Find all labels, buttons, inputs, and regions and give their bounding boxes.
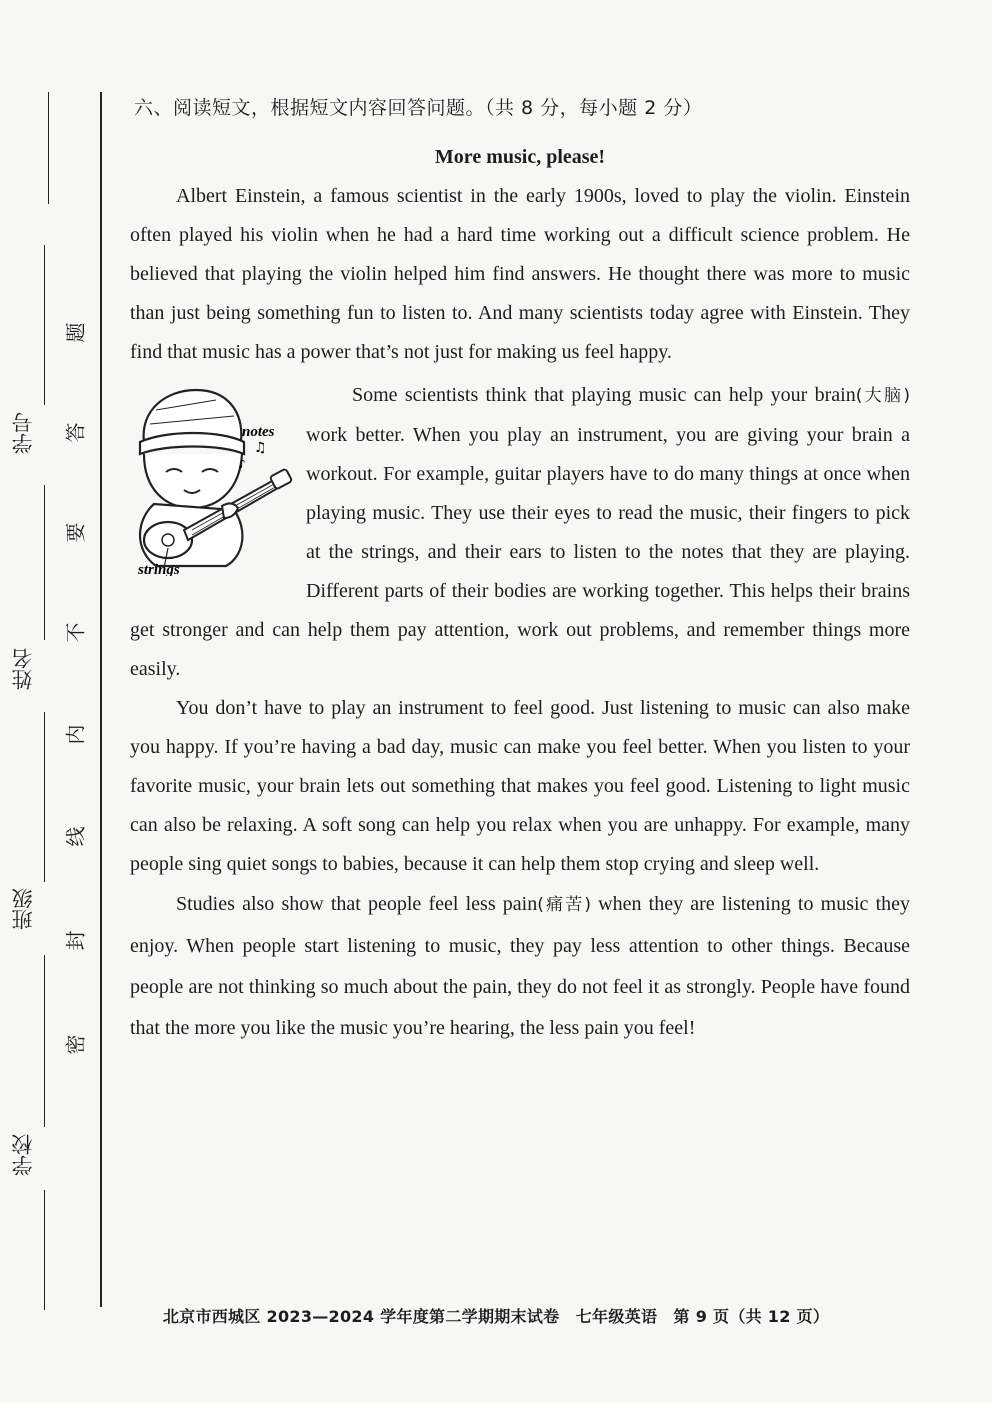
name-line [44, 485, 45, 640]
class-line [44, 712, 45, 882]
seal-char: 不 [63, 622, 88, 643]
svg-text:♪: ♪ [238, 457, 246, 471]
paragraph-2-block [130, 372, 910, 689]
student-id-label: 学号 [11, 412, 35, 454]
seal-warning [60, 300, 88, 1080]
page-footer: 北京市西城区 2023—2024 学年度第二学期期末试卷 七年级英语 第 9 页（共 12 页） [162, 1307, 830, 1326]
paragraph-4 [130, 884, 910, 1049]
passage-title: More music, please! [434, 146, 606, 168]
school-line [44, 955, 45, 1127]
paragraph-1: Albert Einstein, a famous scientist in the early 1900s, loved to play the violin. Einstein often played his violin when he had a hard time working out a difficult science problem. He believed that playing the violin helped him find answers. He thought there was more to music than just being something fun to listen to. And many scientists today agree with Einstein. They find that music has a power that’s not just for making us feel happy. [130, 185, 910, 363]
seal-char: 密 [63, 1034, 88, 1055]
student-id-line [44, 245, 45, 405]
seal-cut-line [100, 92, 102, 1307]
gloss-pain: (痛苦) [537, 895, 592, 915]
seal-char: 线 [63, 826, 88, 847]
svg-text:♫: ♫ [254, 440, 267, 456]
gloss-brain: (大脑) [855, 386, 910, 406]
binding-margin [0, 0, 45, 1403]
guitar-player-illustration [126, 380, 296, 576]
seal-char: 答 [63, 422, 88, 443]
bottom-margin-line [44, 1190, 45, 1310]
class-label: 班级 [11, 888, 35, 930]
top-margin-line [48, 92, 49, 204]
paragraph-2-text-a: Some scientists think that playing music can help your brain [352, 384, 856, 406]
seal-char: 题 [63, 322, 88, 343]
paragraph-3: You don’t have to play an instrument to feel good. Just listening to music can also make you happy. If you’re having a bad day, music can make you feel better. When you listen to your favorite music, your brain lets out something that makes you feel good. Listening to light music can also be relaxing. A soft song can help you relax when you are unhappy. For example, many people sing quiet songs to babies, because it can help them stop crying and sleep well. [130, 697, 910, 875]
seal-char: 封 [63, 930, 88, 951]
name-label: 姓名 [11, 648, 35, 690]
paragraph-2-text-b: work better. When you play an instrument, you are giving your brain a workout. For example, guitar players have to do many things at once when playing music. They use their eyes to read the music, their fingers to pick at the strings, and their ears to listen to the notes that they are playing. Different parts of their bodies are working together. This helps their brains get stronger and can help them pay attention, work out problems, and remember things more easily. [130, 424, 910, 680]
reading-section [130, 88, 910, 1049]
school-label: 学校 [11, 1134, 35, 1176]
strings-label: strings [138, 562, 180, 576]
section-instruction: 六、阅读短文，根据短文内容回答问题。（共 8 分，每小题 2 分） [134, 97, 703, 119]
paragraph-4-text-b: when they are listening to music they enjoy. When people start listening to music, they pay less attention to other things. Because people are not thinking so much about the pain, they do not feel it as strongly. People have found that the more you like the music you’re hearing, the less pain you feel! [130, 893, 911, 1039]
seal-char: 要 [63, 522, 88, 543]
notes-label: notes [242, 424, 275, 440]
paragraph-4-text-a: Studies also show that people feel less pain [176, 893, 538, 915]
guitar-player-icon [126, 380, 296, 576]
seal-char: 内 [63, 724, 88, 745]
